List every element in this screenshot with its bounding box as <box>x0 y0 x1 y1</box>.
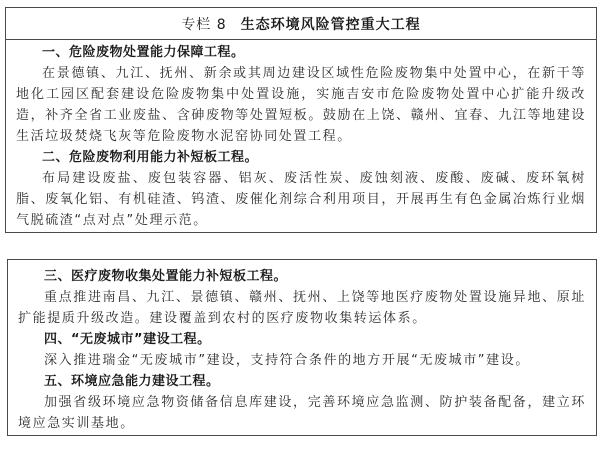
section-text-emergency-capacity: 加强省级环境应急物资储备信息库建设，完善环境应急监测、防护装备配备，建立环境应急实训基地。 <box>18 395 586 431</box>
column-box-8 <box>5 7 597 233</box>
section-heading-hazardous-utilization: 二、危险废物利用能力补短板工程。 <box>42 150 259 165</box>
column-body <box>6 40 596 231</box>
column-title: 生态环境风险管控重大工程 <box>240 16 421 33</box>
section-heading-medical-waste: 三、医疗废物收集处置能力补短板工程。 <box>44 269 288 284</box>
section-heading-zero-waste-city: 四、“无废城市”建设工程。 <box>44 332 211 347</box>
section-text-hazardous-utilization: 布局建设废盐、废包装容器、铝灰、废活性炭、废蚀刻液、废酸、废碱、废环氧树脂、废氧化铝、有机硅渣、钨渣、废催化剂综合利用项目，开展再生有色金属冶炼行业烟气脱硫渣“点对点”处理示范。 <box>16 171 586 228</box>
section-heading-emergency-capacity: 五、环境应急能力建设工程。 <box>44 374 220 389</box>
column-body-continued <box>8 260 596 434</box>
section-text-hazardous-disposal: 在景德镇、九江、抚州、新余或其周边建设区域性危险废物集中处置中心，在新干等地化工园区配套建设危险废物集中处置设施，实施吉安市危险废物处置中心扩能升级改造，补齐全省工业废盐、含砷废物等处置短板。鼓励在上饶、赣州、宜春、九江等地建设生活垃圾焚烧飞灰等危险废物水泥窑协同处置工程。 <box>16 66 586 144</box>
column-label: 专栏 8 <box>181 16 227 33</box>
section-text-medical-waste: 重点推进南昌、九江、景德镇、赣州、抚州、上饶等地医疗废物处置设施异地、原址扩能提质升级改造。建设覆盖到农村的医疗废物收集转运体系。 <box>18 290 586 326</box>
column-box-8-continued <box>7 259 597 436</box>
section-heading-hazardous-disposal: 一、危险废物处置能力保障工程。 <box>42 45 245 60</box>
column-header <box>6 8 596 40</box>
section-text-zero-waste-city: 深入推进瑞金“无废城市”建设，支持符合条件的地方开展“无废城市”建设。 <box>44 353 530 368</box>
